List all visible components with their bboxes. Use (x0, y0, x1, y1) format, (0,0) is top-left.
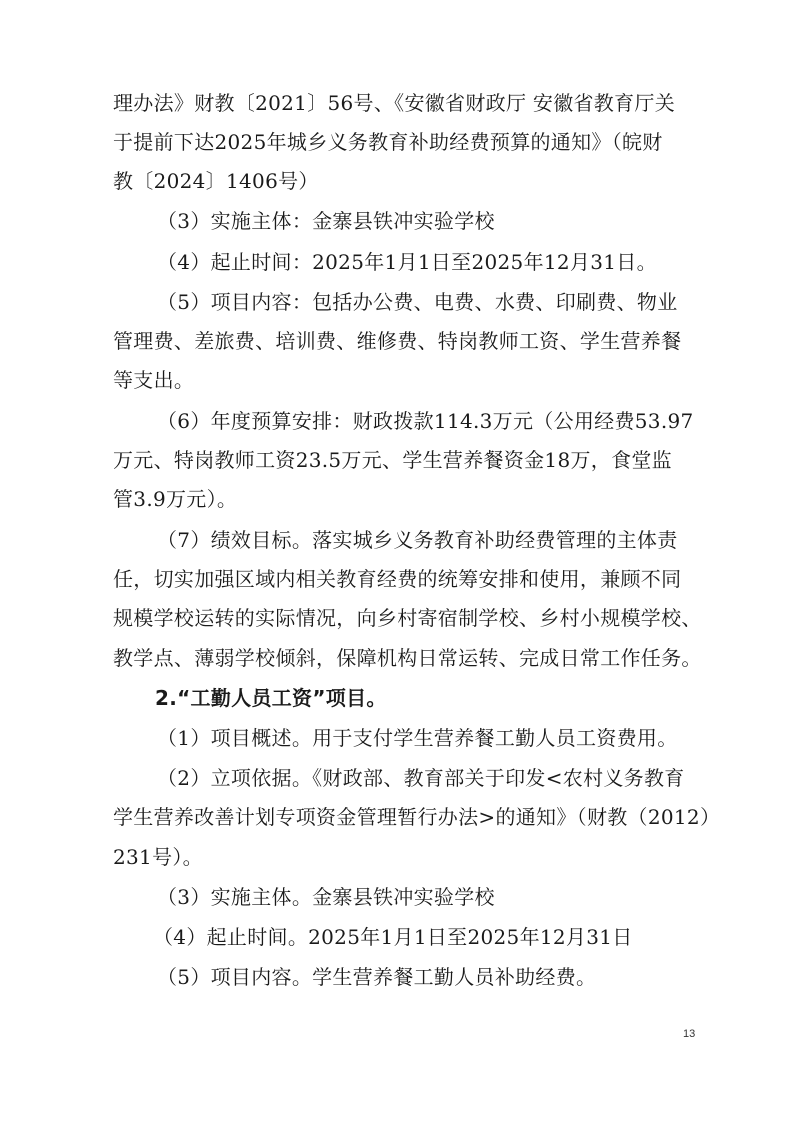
text-line: （2）立项依据。《财政部、教育部关于印发<农村义务教育 (157, 766, 685, 790)
text-line: 学生营养改善计划专项资金管理暂行办法>的通知》（财教（2012） (113, 805, 721, 829)
text-line: 万元、特岗教师工资23.5万元、学生营养餐资金18万，食堂监 (113, 448, 672, 472)
text-line: （7）绩效目标。落实城乡义务教育补助经费管理的主体责 (157, 528, 678, 552)
text-line: 于提前下达2025年城乡义务教育补助经费预算的通知》（皖财 (113, 130, 663, 154)
text-line: （5）项目内容。学生营养餐工勤人员补助经费。 (157, 965, 597, 989)
text-line: 任，切实加强区域内相关教育经费的统筹安排和使用，兼顾不同 (113, 567, 682, 591)
text-line: （1）项目概述。用于支付学生营养餐工勤人员工资费用。 (157, 726, 678, 750)
text-line: 理办法》财教〔2021〕56号、《安徽省财政厅 安徽省教育厅关 (113, 91, 676, 115)
text-line: 教〔2024〕1406号） (113, 169, 319, 193)
text-line: （3）实施主体：金寨县铁冲实验学校 (157, 209, 495, 233)
text-line: 规模学校运转的实际情况，向乡村寄宿制学校、乡村小规模学校、 (113, 606, 702, 630)
section-heading: 2.“工勤人员工资”项目。 (155, 686, 387, 710)
text-line: （3）实施主体。金寨县铁冲实验学校 (157, 885, 495, 909)
text-line: 管3.9万元）。 (113, 487, 238, 511)
text-line: （4）起止时间：2025年1月1日至2025年12月31日。 (157, 250, 657, 274)
text-line: 教学点、薄弱学校倾斜，保障机构日常运转、完成日常工作任务。 (113, 646, 702, 670)
text-line: 231号）。 (113, 845, 203, 869)
page-number: 13 (683, 1028, 696, 1040)
text-line: 管理费、差旅费、培训费、维修费、特岗教师工资、学生营养餐 (113, 329, 682, 353)
text-line: （4）起止时间。2025年1月1日至2025年12月31日 (153, 925, 633, 949)
text-line: （6）年度预算安排：财政拨款114.3万元（公用经费53.97 (157, 409, 694, 433)
text-line: （5）项目内容：包括办公费、电费、水费、印刷费、物业 (157, 290, 678, 314)
text-line: 等支出。 (113, 368, 195, 392)
